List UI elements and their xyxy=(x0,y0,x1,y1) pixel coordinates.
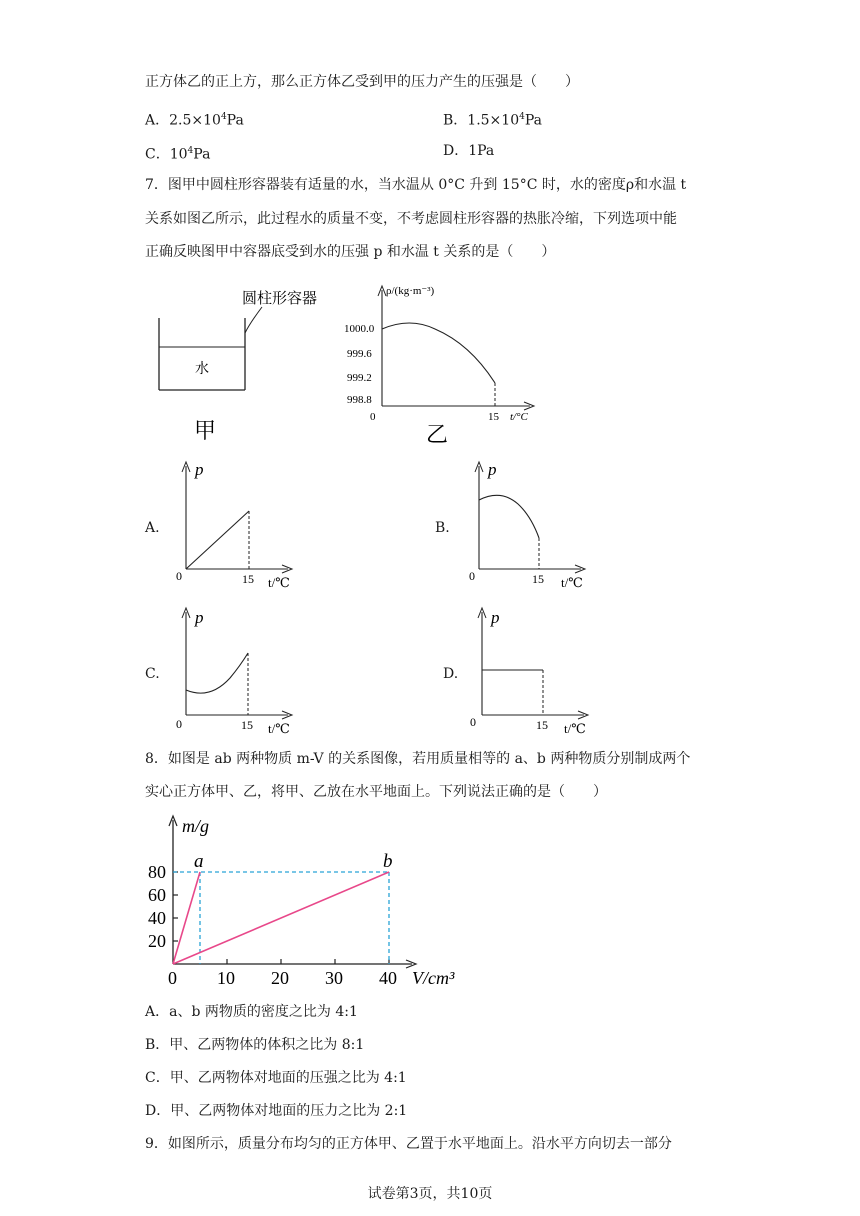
xtick-15: 15 xyxy=(242,572,254,586)
q6-option-b: B．$1.5\times 10^4Pa$ xyxy=(443,112,542,129)
p-label: p xyxy=(491,608,500,627)
x-label: t/℃ xyxy=(564,721,586,736)
figure-yi xyxy=(330,282,550,447)
origin-label: 0 xyxy=(469,569,475,583)
xtick-15: 15 xyxy=(241,718,253,732)
q8-option-d: D．甲、乙两物体对地面的压力之比为 2:1 xyxy=(145,1103,408,1119)
q7-option-a-graph xyxy=(170,456,300,596)
mv-x-label: V/cm³ xyxy=(412,968,455,988)
yi-xtick: 15 xyxy=(488,411,499,423)
q6-text: 正方体乙的正上方，那么正方体乙受到甲的压力产生的压强是（ ） xyxy=(145,74,579,90)
mv-xtick-label: 40 xyxy=(379,968,397,988)
yi-ytick: 999.6 xyxy=(347,348,372,360)
caption-jia: 甲 xyxy=(194,418,217,443)
page-footer: 试卷第3页，共10页 xyxy=(367,1186,493,1202)
mv-series-b xyxy=(173,872,389,964)
x-label: t/℃ xyxy=(561,575,583,590)
mv-series-label-b: b xyxy=(383,851,393,872)
container-label: 圆柱形容器 xyxy=(242,291,318,307)
origin-label: 0 xyxy=(176,717,182,731)
q7-line-2: 关系如图乙所示，此过程水的质量不变，不考虑圆柱形容器的热胀冷缩，下列选项中能 xyxy=(145,211,677,227)
figure-jia xyxy=(150,283,340,453)
q7-option-b-label: B. xyxy=(435,520,450,536)
mv-y-label: m/g xyxy=(182,816,209,836)
yi-y-label: ρ/(kg·m⁻³) xyxy=(386,285,435,297)
q7-option-a-label: A. xyxy=(145,520,160,536)
mv-chart xyxy=(140,812,470,992)
q7-option-d-graph xyxy=(466,602,596,742)
yi-ytick: 998.8 xyxy=(347,394,372,406)
label-leader-line xyxy=(245,307,262,333)
q9-line-1: 9．如图所示，质量分布均匀的正方体甲、乙置于水平地面上。沿水平方向切去一部分 xyxy=(145,1136,672,1152)
water-label: 水 xyxy=(195,362,209,377)
q6-option-d: D．1Pa xyxy=(443,143,495,159)
yi-ytick: 1000.0 xyxy=(344,323,375,335)
q6-option-c: C．$10^4Pa$ xyxy=(145,146,211,163)
pressure-curve xyxy=(186,653,248,693)
q8-option-c: C．甲、乙两物体对地面的压强之比为 4:1 xyxy=(145,1070,407,1086)
pressure-line xyxy=(186,511,249,569)
q7-option-b-graph xyxy=(463,456,593,596)
q6-option-a: A．$2.5\times 10^4Pa$ xyxy=(145,112,244,129)
p-label: p xyxy=(488,460,497,479)
q8-line-1: 8．如图是 ab 两种物质 m-V 的关系图像，若用质量相等的 a、b 两种物质分别制成两个 xyxy=(145,751,691,767)
q7-option-d-label: D. xyxy=(443,666,459,682)
mv-xtick-label: 20 xyxy=(271,968,289,988)
mv-xtick-label: 0 xyxy=(168,968,177,988)
q8-option-a: A．a、b 两物质的密度之比为 4:1 xyxy=(145,1004,358,1020)
xtick-15: 15 xyxy=(536,718,548,732)
yi-origin: 0 xyxy=(370,411,376,423)
mv-ytick-label: 20 xyxy=(148,931,166,951)
q7-option-c-graph xyxy=(170,602,300,742)
mv-xtick-label: 10 xyxy=(217,968,235,988)
p-label: p xyxy=(195,608,204,627)
q8-option-b: B．甲、乙两物体的体积之比为 8:1 xyxy=(145,1037,365,1053)
mv-xtick-label: 30 xyxy=(325,968,343,988)
x-label: t/℃ xyxy=(268,721,290,736)
origin-label: 0 xyxy=(470,715,476,729)
mv-series-label-a: a xyxy=(194,851,204,872)
caption-yi: 乙 xyxy=(426,422,449,447)
mv-ytick-label: 40 xyxy=(148,908,166,928)
x-label: t/℃ xyxy=(268,575,290,590)
xtick-15: 15 xyxy=(532,572,544,586)
q7-line-3: 正确反映图甲中容器底受到水的压强 p 和水温 t 关系的是（ ） xyxy=(145,244,556,260)
p-label: p xyxy=(195,460,204,479)
q7-option-c-label: C. xyxy=(145,666,160,682)
mv-ytick-label: 80 xyxy=(148,862,166,882)
yi-density-curve xyxy=(382,323,495,383)
pressure-curve xyxy=(479,495,539,538)
q8-line-2: 实心正方体甲、乙，将甲、乙放在水平地面上。下列说法正确的是（ ） xyxy=(145,784,607,800)
mv-ytick-label: 60 xyxy=(148,885,166,905)
yi-x-label: t/°C xyxy=(510,411,528,423)
origin-label: 0 xyxy=(176,569,182,583)
q7-line-1: 7．图甲中圆柱形容器装有适量的水，当水温从 0°C 升到 15°C 时，水的密度ρ和水温 t xyxy=(145,177,687,193)
yi-ytick: 999.2 xyxy=(347,372,372,384)
